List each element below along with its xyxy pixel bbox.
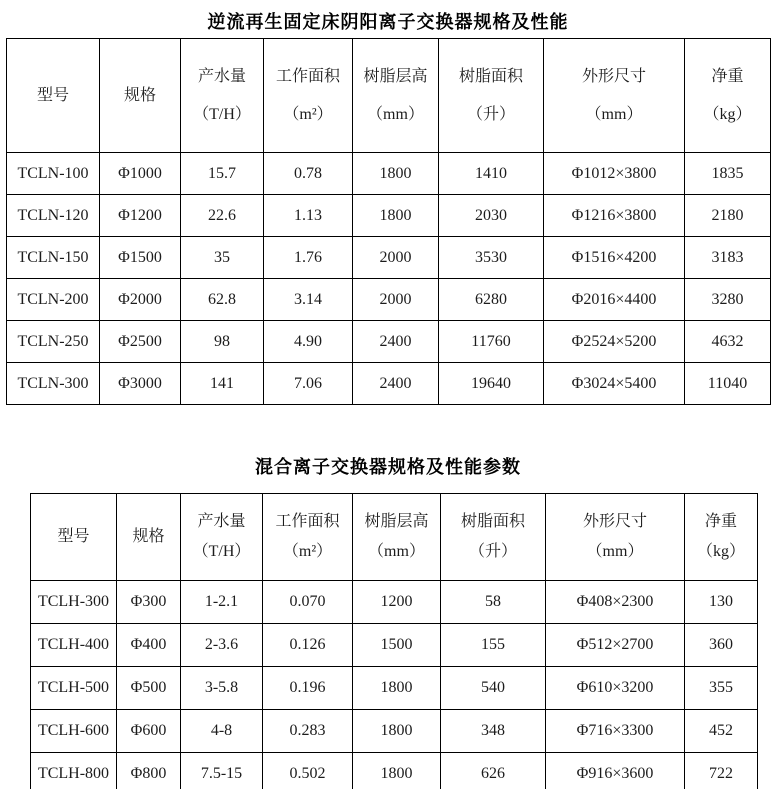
cell-water-output: 141 [181, 363, 264, 405]
cell-dimensions: Φ3024×5400 [544, 363, 685, 405]
cell-dimensions: Φ408×2300 [546, 581, 685, 624]
cell-dimensions: Φ610×3200 [546, 667, 685, 710]
cell-dimensions: Φ1012×3800 [544, 153, 685, 195]
cell-water-output: 3-5.8 [181, 667, 263, 710]
cell-working-area: 7.06 [264, 363, 353, 405]
header-unit: （mm） [368, 543, 425, 560]
table-row [31, 667, 758, 710]
table-row [7, 195, 771, 237]
cell-dimensions: Φ1516×4200 [544, 237, 685, 279]
cell-model: TCLN-200 [7, 279, 100, 321]
cell-resin-height: 2400 [353, 321, 439, 363]
header-unit: （m²） [282, 543, 333, 560]
cell-resin-volume: 3530 [439, 237, 544, 279]
cell-dimensions: Φ2016×4400 [544, 279, 685, 321]
cell-working-area: 0.126 [263, 624, 353, 667]
header-net-weight [685, 494, 758, 581]
cell-net-weight: 11040 [685, 363, 771, 405]
cell-resin-height: 1500 [353, 624, 441, 667]
cell-resin-height: 1800 [353, 667, 441, 710]
cell-resin-height: 1800 [353, 710, 441, 753]
cell-spec: Φ500 [117, 667, 181, 710]
table-row [7, 153, 771, 195]
header-label: 规格 [123, 86, 156, 104]
header-label: 树脂面积 [460, 513, 525, 530]
cell-water-output: 22.6 [181, 195, 264, 237]
cell-net-weight: 1835 [685, 153, 771, 195]
cell-spec: Φ2500 [100, 321, 181, 363]
cell-working-area: 1.13 [264, 195, 353, 237]
header-label: 外形尺寸 [581, 67, 646, 85]
cell-dimensions: Φ512×2700 [546, 624, 685, 667]
cell-resin-height: 1800 [353, 153, 439, 195]
cell-working-area: 0.070 [263, 581, 353, 624]
header-unit: （mm） [367, 105, 424, 123]
cell-spec: Φ300 [117, 581, 181, 624]
cell-net-weight: 4632 [685, 321, 771, 363]
header-label: 产水量 [197, 513, 246, 530]
header-unit: （升） [466, 105, 515, 123]
mixed-exchanger-table [30, 493, 758, 789]
header-label: 型号 [57, 528, 90, 545]
table-row [7, 237, 771, 279]
header-water-output [181, 494, 263, 581]
header-label: 型号 [36, 86, 69, 104]
cell-model: TCLH-400 [31, 624, 117, 667]
cell-working-area: 1.76 [264, 237, 353, 279]
table2-title: 混合离子交换器规格及性能参数 [255, 457, 521, 477]
cell-model: TCLN-250 [7, 321, 100, 363]
cell-resin-height: 2400 [353, 363, 439, 405]
table-row [7, 321, 771, 363]
header-working-area [263, 494, 353, 581]
header-model [7, 39, 100, 153]
cell-resin-height: 1800 [353, 753, 441, 789]
cell-model: TCLH-500 [31, 667, 117, 710]
cell-net-weight: 2180 [685, 195, 771, 237]
cell-resin-volume: 1410 [439, 153, 544, 195]
cell-resin-volume: 11760 [439, 321, 544, 363]
cell-net-weight: 3183 [685, 237, 771, 279]
cell-spec: Φ600 [117, 710, 181, 753]
cell-resin-volume: 19640 [439, 363, 544, 405]
cell-resin-height: 1200 [353, 581, 441, 624]
header-spec [117, 494, 181, 581]
cell-dimensions: Φ2524×5200 [544, 321, 685, 363]
header-unit: （T/H） [193, 105, 251, 123]
header-dimensions [546, 494, 685, 581]
cell-dimensions: Φ916×3600 [546, 753, 685, 789]
header-label: 树脂面积 [458, 67, 523, 85]
table1-title: 逆流再生固定床阴阳离子交换器规格及性能 [207, 12, 569, 32]
header-model [31, 494, 117, 581]
table-row [31, 753, 758, 789]
header-unit: （kg） [696, 543, 745, 560]
cell-water-output: 7.5-15 [181, 753, 263, 789]
header-resin-height [353, 494, 441, 581]
table-row [31, 581, 758, 624]
cell-working-area: 3.14 [264, 279, 353, 321]
cell-model: TCLN-300 [7, 363, 100, 405]
cell-net-weight: 452 [685, 710, 758, 753]
cell-spec: Φ800 [117, 753, 181, 789]
cell-resin-height: 2000 [353, 279, 439, 321]
table2-header-row [31, 494, 758, 581]
cell-resin-height: 2000 [353, 237, 439, 279]
cell-resin-volume: 626 [441, 753, 546, 789]
cell-spec: Φ1200 [100, 195, 181, 237]
header-unit: （kg） [703, 105, 752, 123]
cell-water-output: 35 [181, 237, 264, 279]
cell-working-area: 0.78 [264, 153, 353, 195]
cell-water-output: 4-8 [181, 710, 263, 753]
cell-resin-volume: 6280 [439, 279, 544, 321]
table-row [31, 710, 758, 753]
header-resin-volume [439, 39, 544, 153]
cell-working-area: 0.283 [263, 710, 353, 753]
cell-resin-volume: 540 [441, 667, 546, 710]
cell-dimensions: Φ716×3300 [546, 710, 685, 753]
header-label: 树脂层高 [363, 67, 428, 85]
cell-water-output: 2-3.6 [181, 624, 263, 667]
header-working-area [264, 39, 353, 153]
cell-resin-volume: 2030 [439, 195, 544, 237]
header-unit: （升） [468, 543, 517, 560]
header-dimensions [544, 39, 685, 153]
cell-model: TCLN-120 [7, 195, 100, 237]
header-resin-volume [441, 494, 546, 581]
header-label: 工作面积 [275, 513, 340, 530]
cell-net-weight: 722 [685, 753, 758, 789]
cell-model: TCLH-800 [31, 753, 117, 789]
cell-working-area: 4.90 [264, 321, 353, 363]
cell-net-weight: 360 [685, 624, 758, 667]
header-spec [100, 39, 181, 153]
table-row [31, 624, 758, 667]
cell-model: TCLN-100 [7, 153, 100, 195]
cell-working-area: 0.502 [263, 753, 353, 789]
header-label: 净重 [711, 67, 744, 85]
header-label: 规格 [132, 528, 165, 545]
header-net-weight [685, 39, 771, 153]
cell-water-output: 15.7 [181, 153, 264, 195]
header-label: 产水量 [197, 67, 246, 85]
table-row [7, 279, 771, 321]
cell-resin-volume: 58 [441, 581, 546, 624]
header-unit: （T/H） [192, 543, 251, 560]
cell-water-output: 62.8 [181, 279, 264, 321]
table1-header-row [7, 39, 771, 153]
cell-net-weight: 130 [685, 581, 758, 624]
header-water-output [181, 39, 264, 153]
header-unit: （mm） [585, 105, 643, 123]
table-row [7, 363, 771, 405]
header-resin-height [353, 39, 439, 153]
cell-dimensions: Φ1216×3800 [544, 195, 685, 237]
header-label: 工作面积 [275, 67, 340, 85]
cell-spec: Φ2000 [100, 279, 181, 321]
cell-resin-volume: 155 [441, 624, 546, 667]
header-label: 外形尺寸 [582, 513, 647, 530]
cell-spec: Φ3000 [100, 363, 181, 405]
cell-spec: Φ1000 [100, 153, 181, 195]
cell-model: TCLN-150 [7, 237, 100, 279]
header-label: 净重 [704, 513, 737, 530]
cell-resin-height: 1800 [353, 195, 439, 237]
header-unit: （mm） [586, 543, 644, 560]
header-unit: （m²） [283, 105, 333, 123]
cell-spec: Φ1500 [100, 237, 181, 279]
cell-water-output: 98 [181, 321, 264, 363]
cell-model: TCLH-600 [31, 710, 117, 753]
cell-net-weight: 3280 [685, 279, 771, 321]
cell-spec: Φ400 [117, 624, 181, 667]
cell-net-weight: 355 [685, 667, 758, 710]
cell-working-area: 0.196 [263, 667, 353, 710]
cell-resin-volume: 348 [441, 710, 546, 753]
counter-current-exchanger-table [6, 38, 771, 405]
header-label: 树脂层高 [364, 513, 429, 530]
cell-model: TCLH-300 [31, 581, 117, 624]
cell-water-output: 1-2.1 [181, 581, 263, 624]
